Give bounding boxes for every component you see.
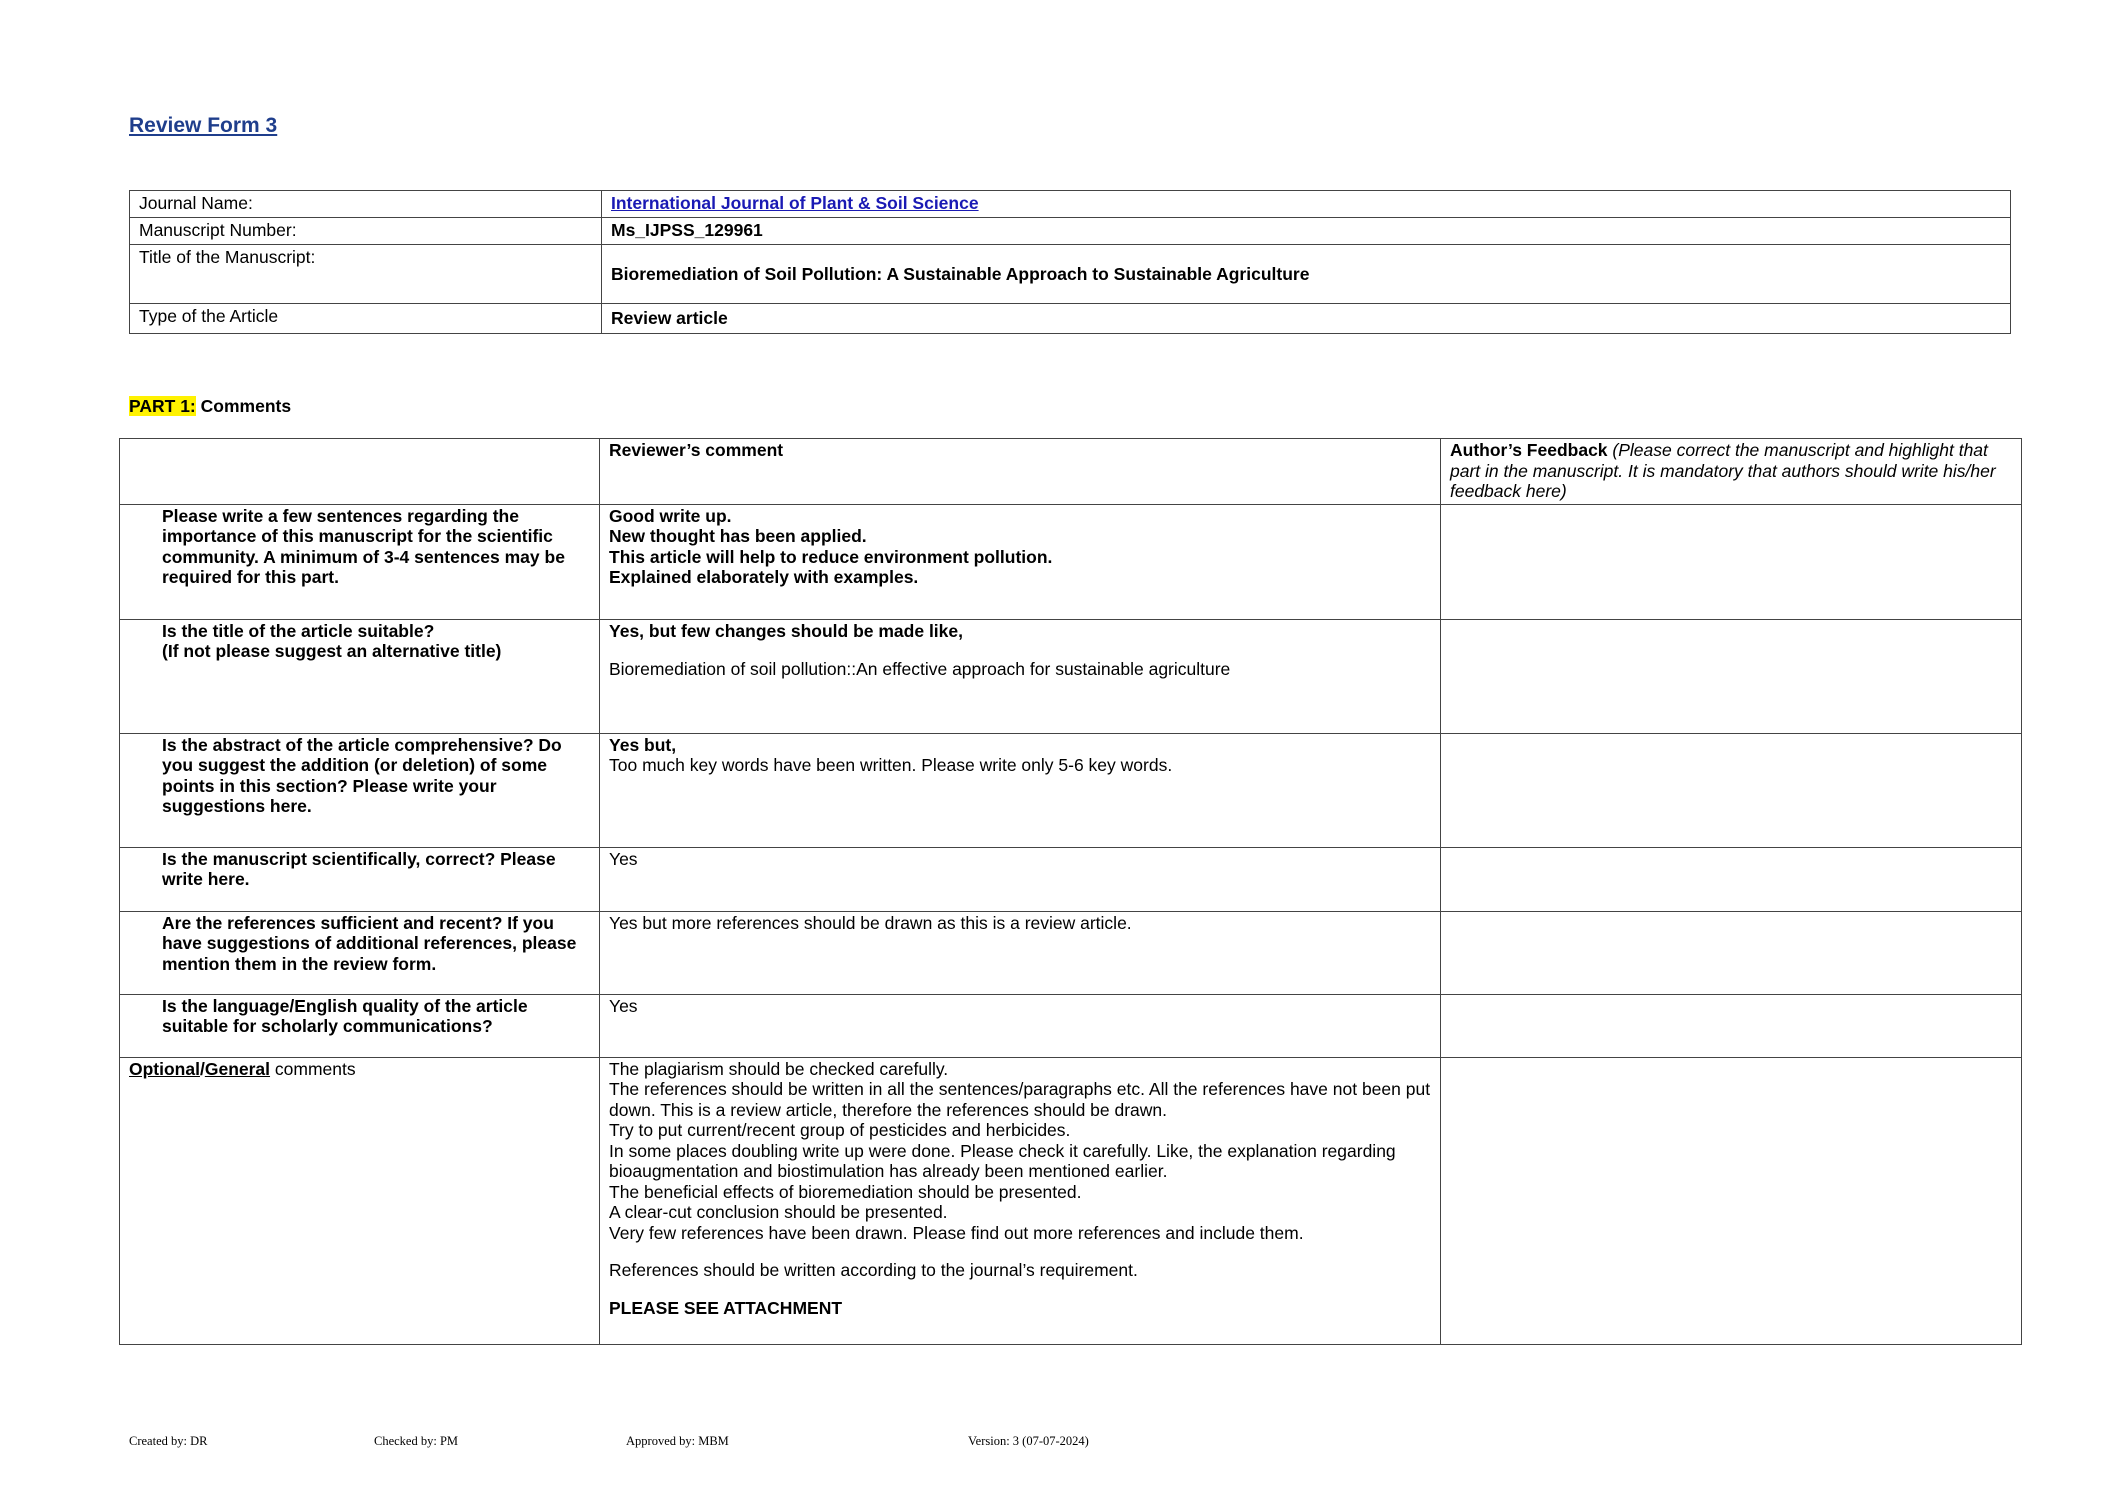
references-note: References should be written according to the journal’s requirement. (609, 1260, 1138, 1280)
optional-comment-line: A clear-cut conclusion should be presented. (609, 1202, 948, 1222)
info-row-journal (130, 191, 2011, 218)
author-feedback-cell[interactable] (1441, 733, 2022, 847)
part1-title: Comments (200, 396, 292, 416)
optional-comment-line: In some places doubling write up were done. Please check it carefully. Like, the explanation regarding bioaugmentation and biostimulation has already been mentioned earlier. (609, 1140, 1396, 1181)
answer-line: Explained elaborately with examples. (609, 567, 919, 587)
comments-table (119, 438, 2022, 1345)
info-row-article-type (130, 304, 2011, 334)
part1-heading (129, 396, 291, 417)
comments-header-row (120, 439, 2022, 505)
footer-approved-by: Approved by: MBM (626, 1434, 729, 1448)
question-language: Is the language/English quality of the article suitable for scholarly communications? (120, 994, 600, 1057)
question-scientific: Is the manuscript scientifically, correct? Please write here. (120, 847, 600, 911)
author-feedback-instructions: (Please correct the manuscript and highlight that part in the manuscript. It is mandatory that authors should write his/her feedback here) (1450, 440, 1996, 501)
author-feedback-cell[interactable] (1441, 847, 2022, 911)
footer-created-by: Created by: DR (129, 1434, 208, 1448)
author-feedback-title: Author’s Feedback (1450, 440, 1608, 460)
author-feedback-cell[interactable] (1441, 994, 2022, 1057)
answer-lead: Yes, but few changes should be made like, (609, 620, 963, 641)
question-abstract: Is the abstract of the article comprehensive? Do you suggest the addition (or deletion) of some points in this section? Please write your suggestions here. (120, 733, 600, 847)
answer-scientific: Yes (600, 847, 1441, 911)
manuscript-number-value: Ms_IJPSS_129961 (602, 218, 2011, 245)
optional-label: Optional (129, 1058, 200, 1079)
spacer (609, 1243, 1431, 1260)
article-type-value: Review article (602, 304, 2011, 334)
journal-name-link[interactable]: International Journal of Plant & Soil Science (611, 193, 979, 213)
spacer (609, 1281, 1431, 1298)
info-row-manuscript-number (130, 218, 2011, 245)
comment-row-importance (120, 504, 2022, 619)
question-importance: Please write a few sentences regarding the importance of this manuscript for the scientific community. A minimum of 3-4 sentences may be required for this part. (120, 504, 600, 619)
general-label: General (204, 1058, 271, 1079)
footer-version: Version: 3 (07-07-2024) (968, 1434, 1089, 1448)
optional-comment-line: The beneficial effects of bioremediation should be presented. (609, 1181, 1082, 1202)
answer-language: Yes (600, 994, 1441, 1057)
info-row-title (130, 245, 2011, 304)
manuscript-info-table (129, 190, 2011, 334)
author-feedback-cell[interactable] (1441, 504, 2022, 619)
answer-title (600, 619, 1441, 733)
header-empty-cell (120, 439, 600, 505)
journal-name-label: Journal Name: (130, 191, 602, 218)
comment-row-references (120, 911, 2022, 994)
manuscript-number-label: Manuscript Number: (130, 218, 602, 245)
author-feedback-cell[interactable] (1441, 1057, 2022, 1344)
answer-importance (600, 504, 1441, 619)
question-line: (If not please suggest an alternative title) (162, 641, 502, 661)
part1-label: PART 1: (129, 396, 196, 416)
manuscript-title-label: Title of the Manuscript: (130, 245, 602, 304)
optional-comment-line: The plagiarism should be checked carefully. (609, 1058, 949, 1079)
reviewer-comment-header: Reviewer’s comment (600, 439, 1441, 505)
label-separator: / (199, 1058, 205, 1079)
answer-line: New thought has been applied. (609, 526, 867, 546)
optional-comment-line: Very few references have been drawn. Please find out more references and include them. (609, 1222, 1304, 1243)
question-title (120, 619, 600, 733)
answer-line: This article will help to reduce environment pollution. (609, 546, 1053, 567)
question-references: Are the references sufficient and recent? If you have suggestions of additional references, please mention them in the review form. (120, 911, 600, 994)
answer-abstract (600, 733, 1441, 847)
comment-row-language (120, 994, 2022, 1057)
comment-row-scientific (120, 847, 2022, 911)
question-line: Is the title of the article suitable? (162, 620, 435, 641)
journal-name-cell (602, 191, 2011, 218)
answer-line: Good write up. (609, 505, 732, 526)
author-feedback-cell[interactable] (1441, 619, 2022, 733)
answer-suggested-title: Bioremediation of soil pollution::An effective approach for sustainable agriculture (609, 659, 1231, 679)
manuscript-title-value: Bioremediation of Soil Pollution: A Sustainable Approach to Sustainable Agriculture (602, 245, 2011, 304)
article-type-label: Type of the Article (130, 304, 602, 334)
spacer (609, 641, 1431, 659)
answer-references: Yes but more references should be drawn as this is a review article. (600, 911, 1441, 994)
author-feedback-cell[interactable] (1441, 911, 2022, 994)
optional-comment-line: Try to put current/recent group of pesticides and herbicides. (609, 1120, 1071, 1140)
form-title: Review Form 3 (129, 114, 278, 137)
comment-row-abstract (120, 733, 2022, 847)
author-feedback-header (1441, 439, 2022, 505)
optional-general-label (120, 1057, 600, 1344)
optional-comments (600, 1057, 1441, 1344)
comments-label: comments (270, 1058, 356, 1079)
comment-row-optional (120, 1057, 2022, 1344)
attachment-note: PLEASE SEE ATTACHMENT (609, 1297, 843, 1318)
answer-text: Too much key words have been written. Please write only 5-6 key words. (609, 755, 1173, 775)
optional-comment-line: The references should be written in all the sentences/paragraphs etc. All the references have not been put down. This is a review article, therefore the references should be drawn. (609, 1079, 1431, 1120)
comment-row-title (120, 619, 2022, 733)
answer-lead: Yes but, (609, 734, 677, 755)
footer-checked-by: Checked by: PM (374, 1434, 459, 1448)
